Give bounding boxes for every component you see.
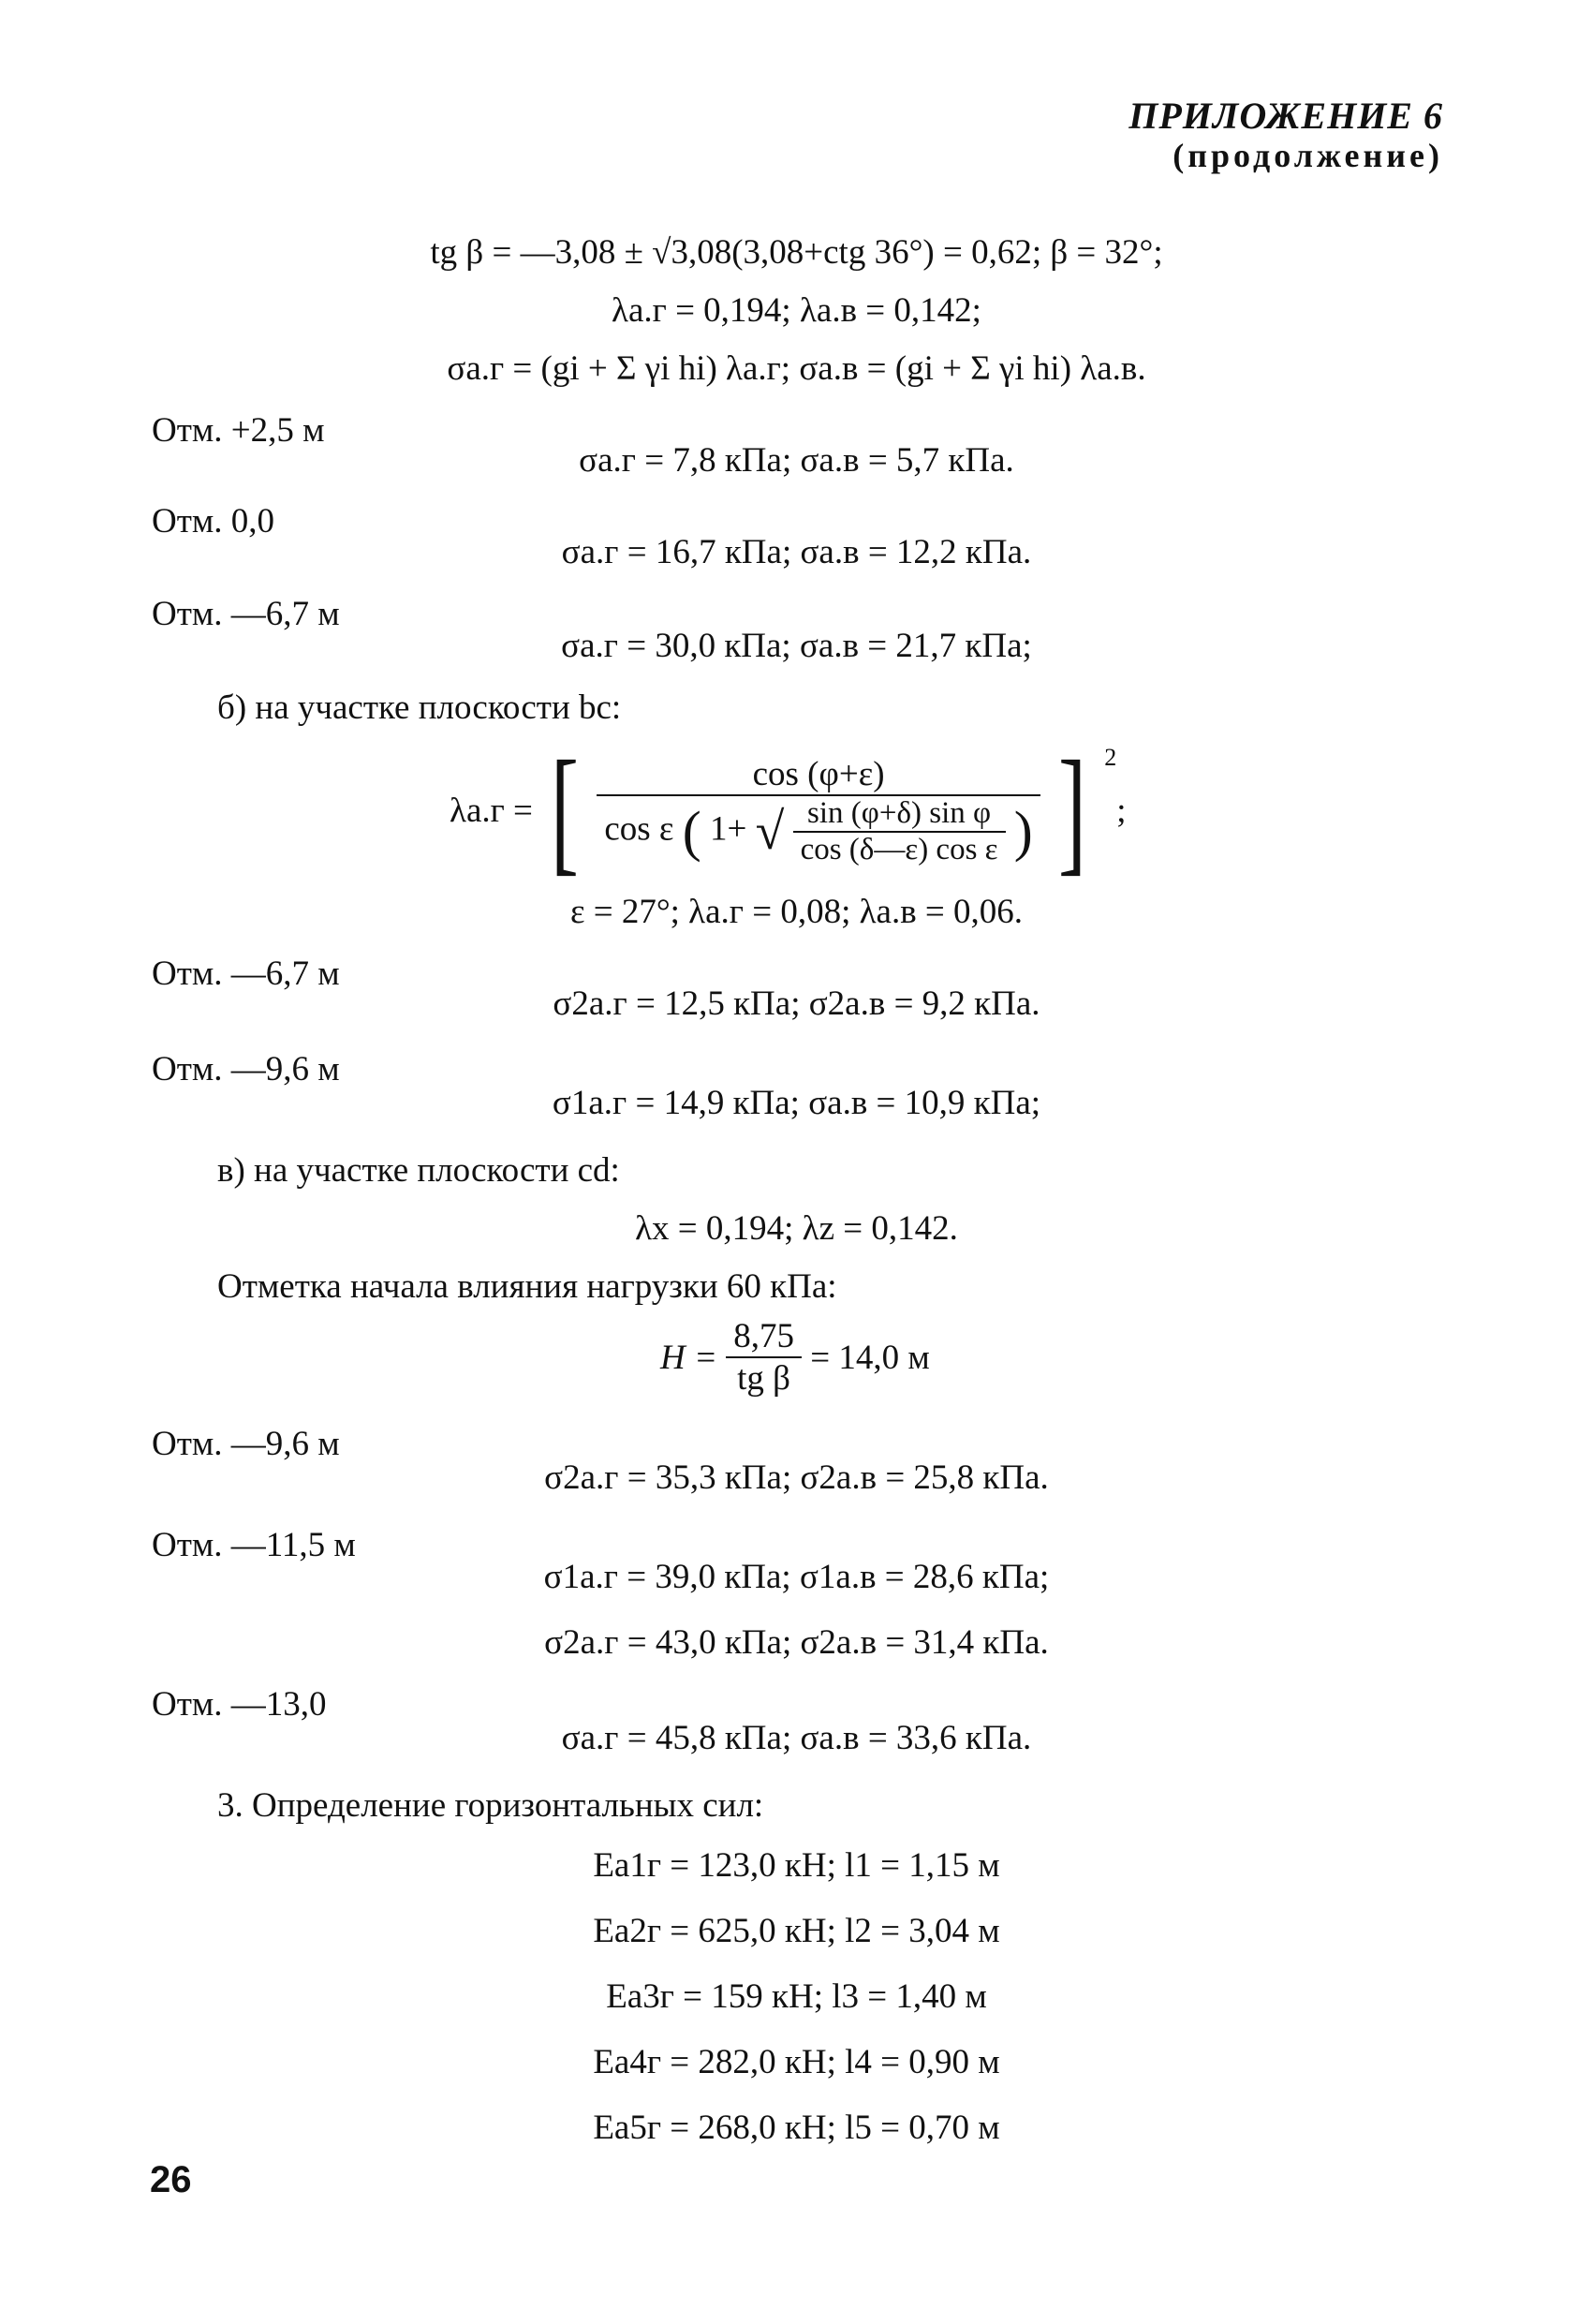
formula-lhs: λа.г =: [450, 791, 533, 830]
paren-open: (: [682, 800, 701, 862]
section-heading: в) на участке плоскости cd:: [217, 1151, 620, 1190]
H-fraction: [726, 1316, 802, 1399]
left-bracket: [: [551, 733, 580, 888]
formula-inner: 1+: [709, 808, 747, 848]
formula-numerator: cos (φ+ε): [597, 754, 1040, 796]
elevation-label: Отм. —13,0: [152, 1685, 327, 1724]
load-influence-text: Отметка начала влияния нагрузки 60 кПа:: [217, 1267, 837, 1306]
force-row: Ea3г = 159 кН; l3 = 1,40 м: [606, 1977, 987, 2016]
elevation-label: Отм. +2,5 м: [152, 411, 325, 450]
appendix-subtitle: (продолжение): [1173, 137, 1443, 174]
H-numerator: 8,75: [726, 1316, 802, 1358]
H-formula: [660, 1316, 930, 1399]
lambda-xz-equation: λx = 0,194; λz = 0,142.: [635, 1209, 958, 1248]
force-row: Ea5г = 268,0 кН; l5 = 0,70 м: [593, 2109, 1000, 2147]
sigma-equation: σ2а.г = 12,5 кПа; σ2а.в = 9,2 кПа.: [553, 984, 1040, 1023]
formula-denominator: [597, 796, 1040, 867]
sigma-equation: σ2а.г = 35,3 кПа; σ2а.в = 25,8 кПа.: [544, 1458, 1049, 1497]
force-row: Ea4г = 282,0 кН; l4 = 0,90 м: [593, 2043, 1000, 2081]
section-heading: 3. Определение горизонтальных сил:: [217, 1786, 764, 1825]
paren-close: ): [1013, 800, 1033, 862]
H-rhs: = 14,0 м: [810, 1338, 930, 1377]
sigma-equation: σа.г = 45,8 кПа; σа.в = 33,6 кПа.: [561, 1719, 1032, 1757]
elevation-label: Отм. —11,5 м: [152, 1526, 356, 1564]
elevation-label: Отм. 0,0: [152, 502, 275, 540]
tg-beta-equation: tg β = —3,08 ± √3,08(3,08+ctg 36°) = 0,62; β = 32°;: [430, 233, 1163, 272]
sigma-equation: σа.г = 30,0 кПа; σа.в = 21,7 кПа;: [561, 627, 1032, 665]
sqrt-numerator: sin (φ+δ) sin φ: [793, 796, 1006, 833]
right-bracket: ]: [1058, 733, 1086, 888]
page-number: 26: [150, 2159, 192, 2200]
force-row: Ea1г = 123,0 кН; l1 = 1,15 м: [593, 1846, 1000, 1885]
elevation-label: Отм. —9,6 м: [152, 1425, 340, 1463]
H-lhs: H =: [660, 1338, 717, 1377]
sqrt-denominator: cos (δ—ε) cos ε: [800, 832, 998, 866]
sigma-equation: σа.г = 7,8 кПа; σа.в = 5,7 кПа.: [579, 441, 1014, 480]
epsilon-result: ε = 27°; λа.г = 0,08; λа.в = 0,06.: [569, 893, 1024, 931]
appendix-title: ПРИЛОЖЕНИЕ 6: [1128, 95, 1443, 137]
sigma-equation: σ1а.г = 39,0 кПа; σ1а.в = 28,6 кПа;: [543, 1558, 1050, 1596]
semicolon: ;: [1116, 791, 1127, 830]
formula-fraction: [597, 754, 1040, 867]
sqrt-sign: √: [755, 802, 785, 861]
formula-power: 2: [1104, 744, 1117, 771]
H-denominator: tg β: [737, 1359, 790, 1398]
section-heading: б) на участке плоскости bc:: [217, 688, 622, 727]
sqrt-fraction: [793, 796, 1006, 867]
lambda-equation: λа.г = 0,194; λа.в = 0,142;: [612, 291, 981, 330]
sigma-equation: σ2а.г = 43,0 кПа; σ2а.в = 31,4 кПа.: [544, 1623, 1049, 1662]
elevation-label: Отм. —9,6 м: [152, 1050, 340, 1088]
sigma-equation: σа.г = 16,7 кПа; σа.в = 12,2 кПа.: [561, 533, 1032, 571]
lambda-formula: [450, 733, 1127, 888]
formula-den-left: cos ε: [604, 808, 674, 848]
elevation-label: Отм. —6,7 м: [152, 595, 340, 633]
elevation-label: Отм. —6,7 м: [152, 955, 340, 993]
sigma-formula: σа.г = (gi + Σ γi hi) λа.г; σа.в = (gi + Σ γi hi) λа.в.: [447, 349, 1146, 388]
force-row: Ea2г = 625,0 кН; l2 = 3,04 м: [593, 1912, 1000, 1950]
sigma-equation: σ1а.г = 14,9 кПа; σа.в = 10,9 кПа;: [552, 1084, 1041, 1122]
